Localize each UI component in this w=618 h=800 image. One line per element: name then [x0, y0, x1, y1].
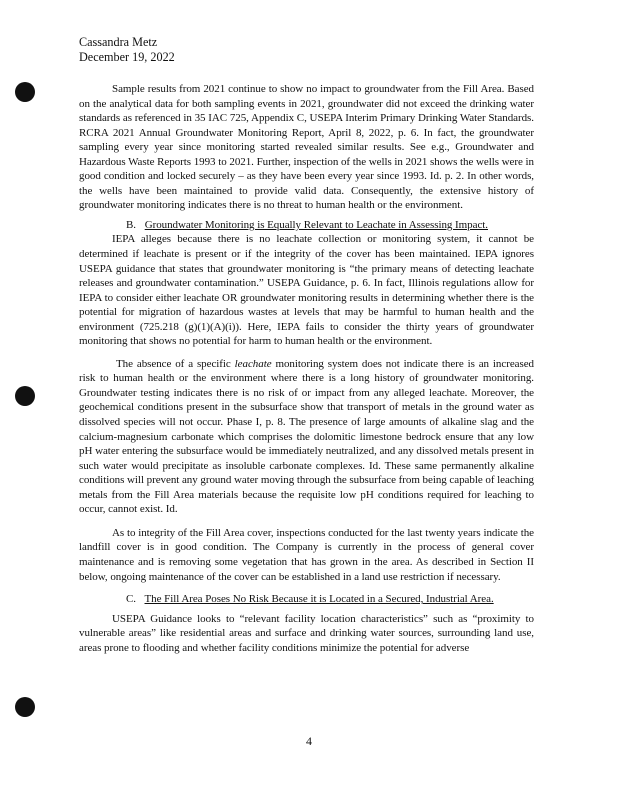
paragraph-b1: IEPA alleges because there is no leachate collection or monitoring system, it cannot be determined if leachate is present or if the integrity of the cover has been maintained. IEPA ignores USEPA guidance that states that groundwater monitoring is “the primary means of detecting leachate releases and groundwater contamination.” USEPA Guidance, p. 6. In fact, Illinois regulations allow for IEPA to consider either leachate OR groundwater monitoring results in determining whether there is the potential for migration of hazardous wastes at levels that may be harmful to human health and the environment (725.218 (g)(1)(A)(i)). Here, IEPA fails to consider the thirty years of groundwater monitoring that shows no potential for harm to human health or the environment. [79, 233, 534, 348]
intro-paragraph: Sample results from 2021 continue to show no impact to groundwater from the Fill Area. Based on the analytical data for both sampling events in 2021, groundwater did not exceed the drinking water standards as referenced in 35 IAC 725, Appendix C, USEPA Interim Primary Drinking Water Standards. RCRA 2021 Annual Groundwater Monitoring Report, April 8, 2022, p. 6. In fact, the groundwater sampling every year since monitoring started revealed similar results. See e.g., Groundwater and Hazardous Waste Reports 1993 to 2021. Further, inspection of the wells in 2021 shows the wells were in good condition and locked securely – as they have been every year since 1993. Id. p. 2. In other words, the wells have been maintained to provide valid data. Consequently, the extensive history of groundwater monitoring indicates there is no threat to human health or the environment. [79, 83, 534, 212]
section-c-label: C. [126, 593, 136, 606]
binder-hole-top [15, 82, 35, 102]
binder-hole-bottom [15, 697, 35, 717]
section-b-title: Groundwater Monitoring is Equally Relevant to Leachate in Assessing Impact. [144, 218, 488, 231]
recipient-name: Cassandra Metz [79, 35, 158, 49]
paragraph-b2-rest: monitoring system does not indicate there is an increased risk to human health or the environment where there is a long history of groundwater monitoring. Groundwater testing indicates there is no risk of or impact from any alleged leachate. Moreover, the geochemical conditions present in the subsurface show that transport of metals in the ground water as dissolved species will not occur. Phase I, p. 8. The presence of large amounts of alkaline slag and the calcium-magnesium carbonate which comprises the dolomitic limestone bedrock ensure that any low pH water entering the subsurface would be immediately neutralized, and any dissolved metals present in such water would precipitate as insoluble carbonate complexes. Id. These same permanently alkaline conditions will prevent any ground water moving through the subsurface from being capable of leaching metals from the Fill Area materials because the requisite low pH conditions required for leaching to occur, cannot exist. Id. [79, 357, 534, 516]
page-number: 4 [306, 734, 312, 748]
paragraph-b2 [79, 357, 534, 517]
paragraph-c1: USEPA Guidance looks to “relevant facility location characteristics” such as “proximity to vulnerable areas” like residential areas and surface and drinking water sources, surrounding land use, areas prone to flooding and whether facility conditions minimize the potential for adverse [79, 612, 534, 654]
section-heading-c [79, 592, 534, 607]
section-c-title: The Fill Area Poses No Risk Because it is Located in a Secured, Industrial Area. [144, 593, 494, 606]
letter-header [79, 35, 175, 64]
paragraph-b2-lead: The absence of a specific [116, 357, 231, 370]
letter-date: December 19, 2022 [79, 49, 175, 64]
paragraph-b3: As to integrity of the Fill Area cover, inspections conducted for the last twenty years indicate the landfill cover is in good condition. The Company is currently in the process of general cover maintenance and is removing some vegetation that has grown in the area. As described in Section II below, ongoing maintenance of the cover can be established in a land use restriction if necessary. [79, 526, 534, 583]
document-body [79, 82, 534, 655]
paragraph-b2-italic: leachate [234, 357, 272, 370]
section-heading-b [79, 218, 534, 233]
binder-hole-middle [15, 386, 35, 406]
section-b-label: B. [126, 218, 136, 231]
